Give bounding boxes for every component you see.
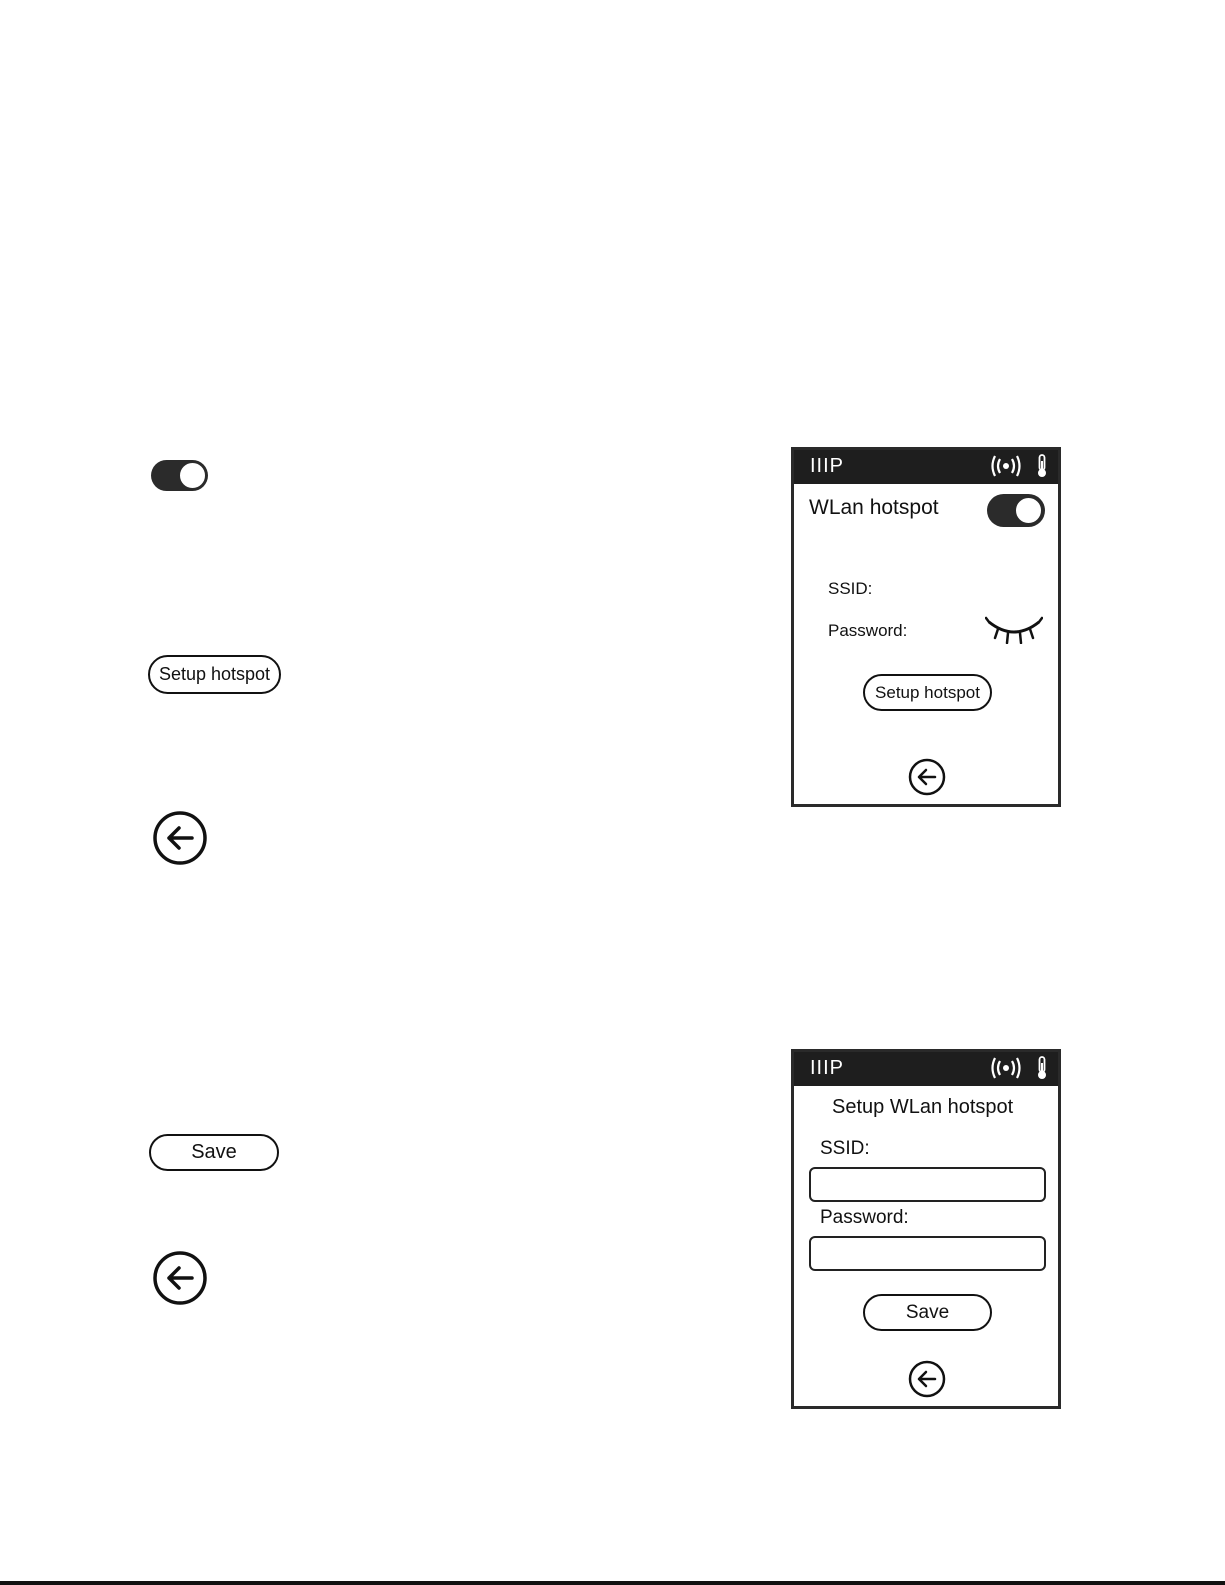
password-label: Password: [828, 621, 908, 640]
status-bar [794, 450, 1058, 484]
legend-back-button[interactable] [152, 810, 208, 866]
legend-save-button[interactable]: Save [149, 1134, 279, 1171]
wireless-broadcast-icon [990, 1057, 1022, 1079]
wireless-broadcast-icon [990, 455, 1022, 477]
status-brand: IIIP [810, 1057, 845, 1079]
back-button[interactable] [908, 758, 946, 796]
screen-setup-wlan-hotspot [791, 1049, 1061, 1409]
back-arrow-icon [908, 758, 946, 796]
password-input[interactable] [809, 1236, 1046, 1271]
status-bar [794, 1052, 1058, 1086]
thermometer-icon [1036, 1056, 1048, 1080]
screen-wlan-hotspot [791, 447, 1061, 807]
page-bottom-rule [0, 1581, 1225, 1585]
back-arrow-icon [908, 1360, 946, 1398]
save-button[interactable]: Save [863, 1294, 992, 1331]
toggle-knob [178, 461, 207, 490]
ssid-label: SSID: [828, 579, 873, 598]
back-arrow-icon [152, 810, 208, 866]
setup-hotspot-button[interactable]: Setup hotspot [863, 674, 992, 711]
page-title: WLan hotspot [809, 496, 939, 519]
back-arrow-icon [152, 1250, 208, 1306]
legend-hotspot-toggle[interactable] [151, 460, 208, 491]
ssid-label: SSID: [820, 1138, 870, 1159]
thermometer-icon [1036, 454, 1048, 478]
page-title: Setup WLan hotspot [832, 1096, 1014, 1118]
ssid-input[interactable] [809, 1167, 1046, 1202]
eye-closed-icon[interactable] [985, 616, 1043, 644]
toggle-knob [1014, 496, 1043, 525]
password-label: Password: [820, 1207, 909, 1228]
legend-back-button-2[interactable] [152, 1250, 208, 1306]
status-brand: IIIP [810, 455, 845, 477]
legend-setup-hotspot-button[interactable]: Setup hotspot [148, 655, 281, 694]
hotspot-toggle[interactable] [987, 494, 1045, 527]
back-button[interactable] [908, 1360, 946, 1398]
